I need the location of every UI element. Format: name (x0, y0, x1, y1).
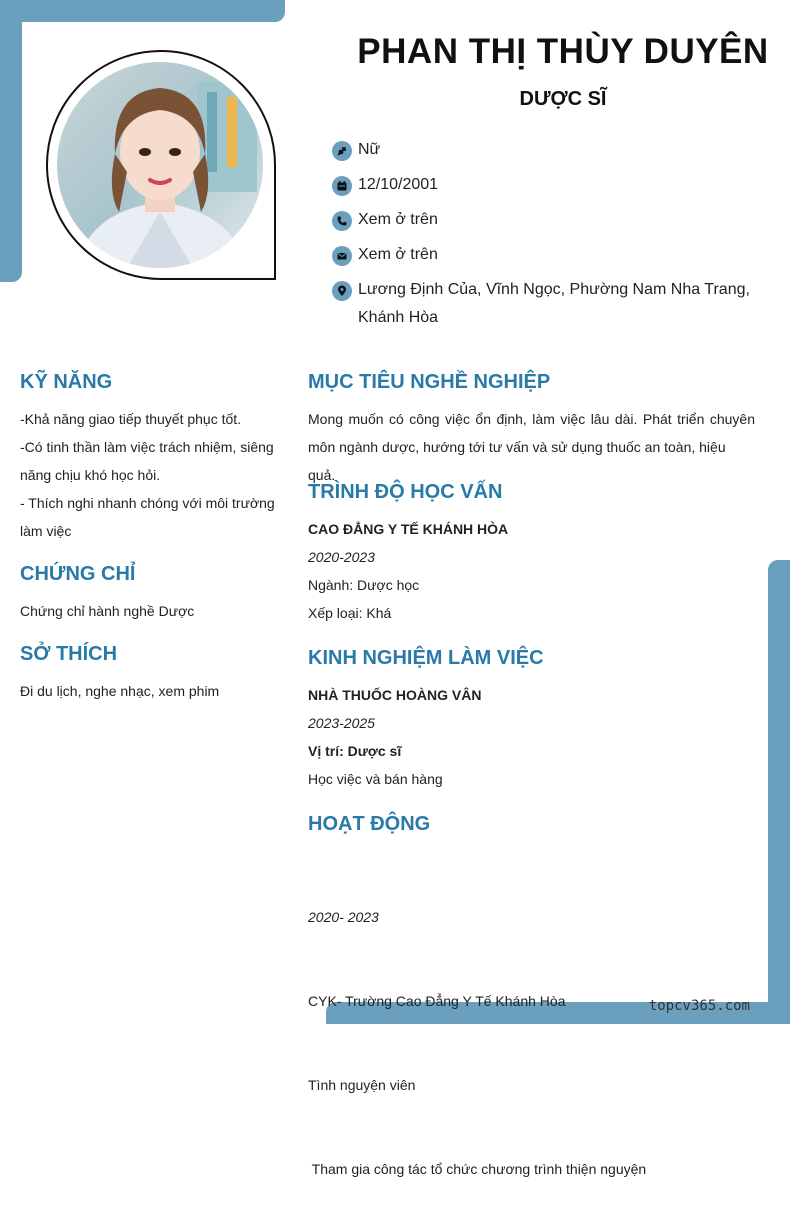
education-heading: TRÌNH ĐỘ HỌC VẤN (308, 481, 503, 503)
calendar-icon (332, 176, 352, 196)
education-grade: Xếp loại: Khá (308, 605, 392, 621)
education-period: 2020-2023 (308, 549, 375, 565)
activities-role: Tình nguyện viên (308, 1077, 416, 1093)
candidate-name: PHAN THỊ THÙY DUYÊN (357, 32, 769, 71)
gender-icon (332, 141, 352, 161)
education-major: Ngành: Dược học (308, 577, 420, 593)
location-icon (332, 281, 352, 301)
contact-gender: Nữ (332, 140, 752, 164)
activities-description: Tham gia công tác tổ chức chương trình thiện nguyện (308, 1161, 647, 1177)
profile-photo (57, 62, 263, 268)
experience-period: 2023-2025 (308, 715, 375, 731)
experience-details (308, 681, 755, 793)
activities-heading: HOẠT ĐỘNG (308, 813, 431, 835)
contact-phone: Xem ở trên (332, 210, 752, 234)
address-line-2: Khánh Hòa (358, 309, 439, 326)
contact-birthday: 12/10/2001 (332, 175, 752, 199)
email-icon (332, 246, 352, 266)
decorative-left-bar (0, 0, 22, 282)
activities-period: 2020- 2023 (308, 909, 379, 925)
hobbies-text: Đi du lịch, nghe nhạc, xem phim (20, 683, 220, 699)
address-line-1: Lương Định Của, Vĩnh Ngọc, Phường Nam Nha Trang, (358, 281, 750, 298)
experience-heading: KINH NGHIỆM LÀM VIỆC (308, 647, 544, 669)
education-details (308, 515, 755, 627)
watermark: topcv365.com (648, 998, 750, 1014)
objective-heading: MỤC TIÊU NGHỀ NGHIỆP (308, 371, 551, 393)
contact-address (332, 280, 752, 332)
certificates-heading: CHỨNG CHỈ (20, 563, 136, 585)
activities-org: CYK- Trường Cao Đẳng Y Tế Khánh Hòa (308, 993, 566, 1009)
phone-icon (332, 211, 352, 231)
activities-details (308, 847, 755, 1211)
experience-company: NHÀ THUỐC HOÀNG VÂN (308, 687, 482, 703)
contact-info (332, 140, 752, 343)
job-title: DƯỢC SĨ (519, 88, 607, 110)
contact-email: Xem ở trên (332, 245, 752, 269)
hobbies-heading: SỞ THÍCH (20, 643, 118, 665)
skills-text: -Khả năng giao tiếp thuyết phục tốt. -Có tinh thần làm việc trách nhiệm, siêng năng chịu khó học hỏi. - Thích nghi nhanh chóng với môi trường làm việc (20, 411, 275, 539)
certificate-item: Chứng chỉ hành nghề Dược (20, 603, 195, 619)
skills-heading: KỸ NĂNG (20, 371, 113, 393)
objective-text: Mong muốn có công việc ổn định, làm việc lâu dài. Phát triển chuyên môn ngành dược, hướng tới tư vấn và sử dụng thuốc an toàn, hiệu quả. (308, 411, 755, 483)
decorative-top-bar (0, 0, 285, 22)
decorative-right-bar (768, 560, 790, 1024)
experience-position: Vị trí: Dược sĩ (308, 743, 402, 759)
education-school: CAO ĐẲNG Y TẾ KHÁNH HÒA (308, 521, 509, 537)
experience-description: Học việc và bán hàng (308, 771, 443, 787)
